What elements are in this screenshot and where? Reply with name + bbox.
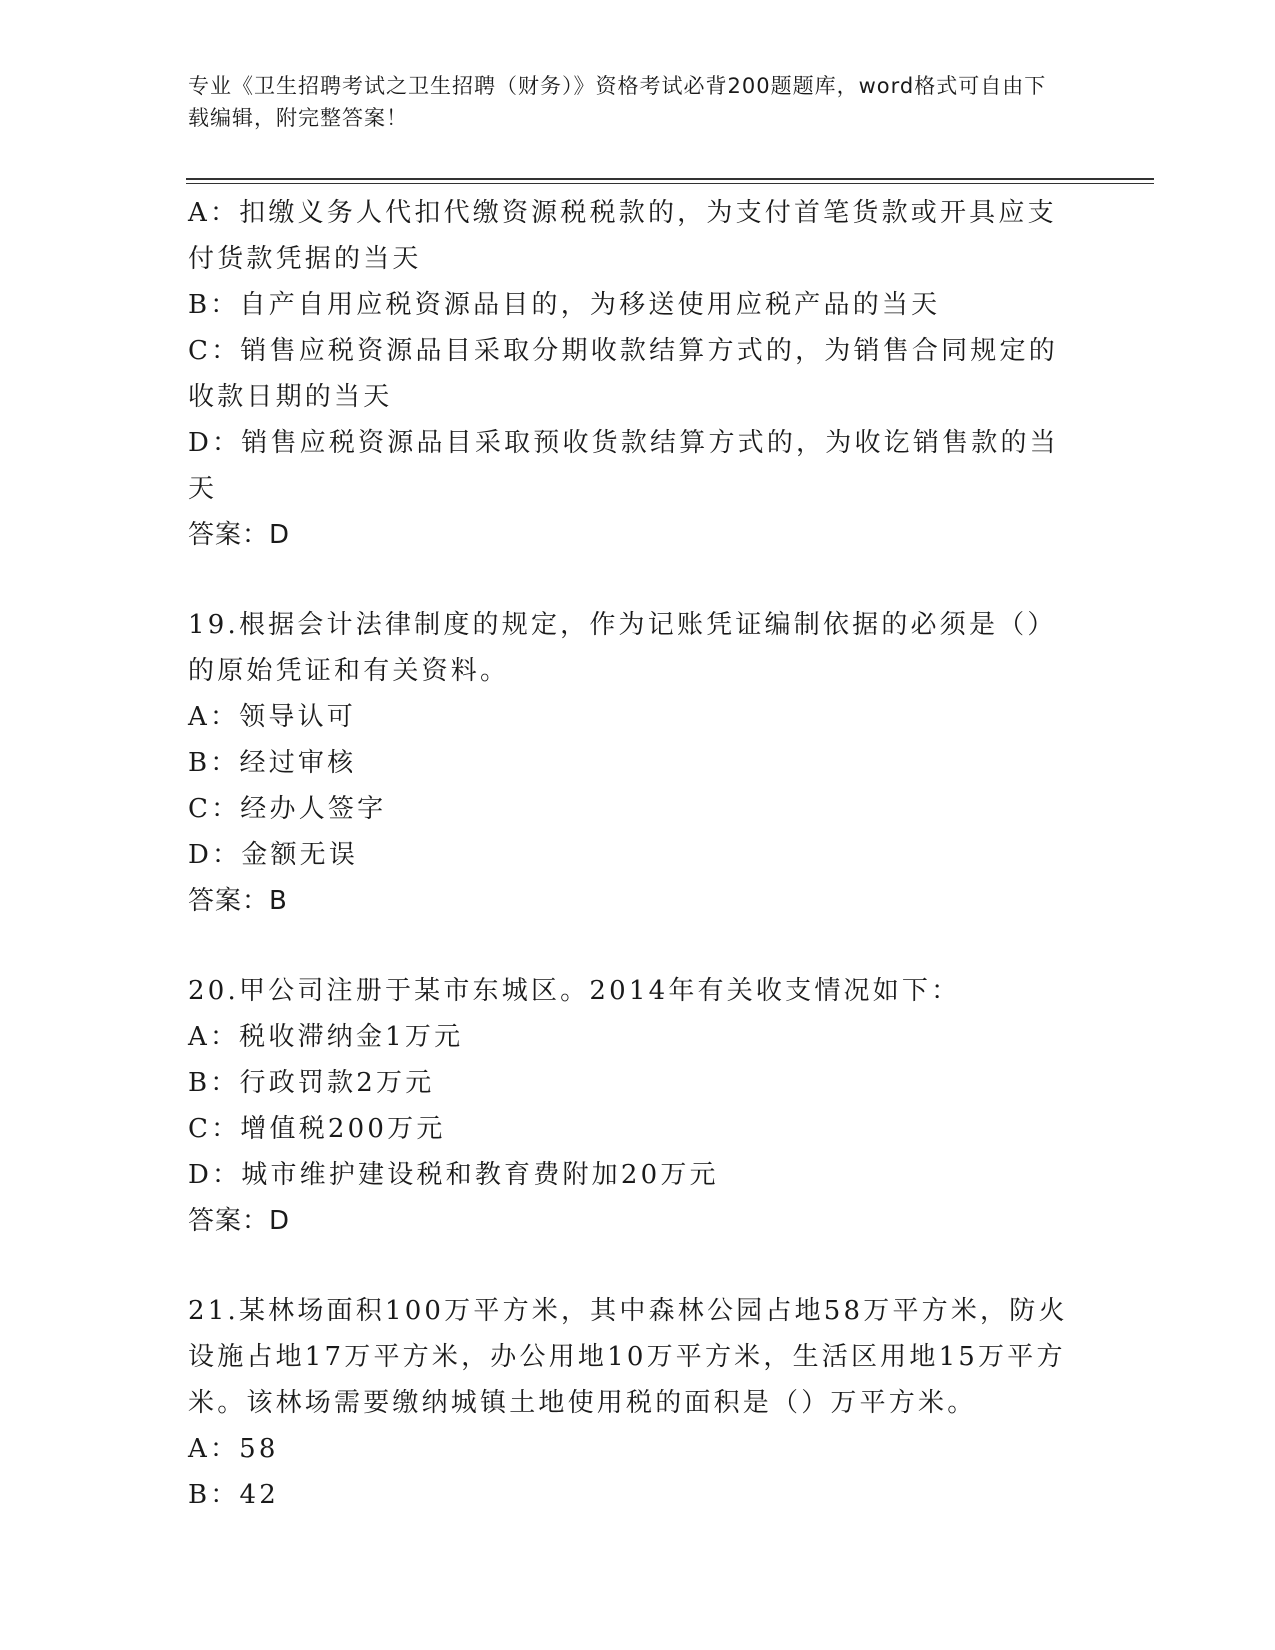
document-header-title: 专业《卫生招聘考试之卫生招聘（财务）》资格考试必背200题题库，word格式可自由下载编辑，附完整答案！: [188, 74, 1047, 130]
question-stem: 20.甲公司注册于某市东城区。2014年有关收支情况如下：: [188, 976, 961, 1006]
option-a: A：扣缴义务人代扣代缴资源税税款的，为支付首笔货款或开具应支付货款凭据的当天: [188, 198, 1057, 274]
question-stem: 21.某林场面积100万平方米，其中森林公园占地58万平方米，防火设施占地17万平方米，办公用地10万平方米，生活区用地15万平方米。该林场需要缴纳城镇土地使用税的面积是（）万平方米。: [188, 1296, 1068, 1418]
question-19: [188, 602, 1078, 924]
option-c: C：经办人签字: [188, 794, 387, 824]
question-content: [188, 190, 1078, 1518]
option-b: B：自产自用应税资源品目的，为移送使用应税产品的当天: [188, 290, 941, 320]
spacer: [188, 1244, 1078, 1288]
question-21: [188, 1288, 1078, 1518]
question-stem: 19.根据会计法律制度的规定，作为记账凭证编制依据的必须是（）的原始凭证和有关资料。: [188, 610, 1057, 686]
spacer: [188, 558, 1078, 602]
answer-line: 答案：B: [188, 886, 288, 916]
option-d: D：金额无误: [188, 840, 359, 870]
spacer: [188, 924, 1078, 968]
answer-line: 答案：D: [188, 1206, 291, 1236]
option-b: B：行政罚款2万元: [188, 1068, 435, 1098]
option-a: A：税收滞纳金1万元: [188, 1022, 464, 1052]
option-a: A：领导认可: [188, 702, 356, 732]
option-a: A：58: [188, 1434, 279, 1464]
option-c: C：销售应税资源品目采取分期收款结算方式的，为销售合同规定的收款日期的当天: [188, 336, 1058, 412]
option-d: D：城市维护建设税和教育费附加20万元: [188, 1160, 719, 1190]
option-c: C：增值税200万元: [188, 1114, 446, 1144]
question-20: [188, 968, 1078, 1244]
header-divider-thin: [186, 183, 1154, 184]
question-18-tail: [188, 190, 1078, 558]
answer-line: 答案：D: [188, 520, 291, 550]
option-b: B：42: [188, 1480, 279, 1510]
option-d: D：销售应税资源品目采取预收货款结算方式的，为收讫销售款的当天: [188, 428, 1059, 504]
option-b: B：经过审核: [188, 748, 357, 778]
header-divider-thick: [186, 178, 1154, 180]
